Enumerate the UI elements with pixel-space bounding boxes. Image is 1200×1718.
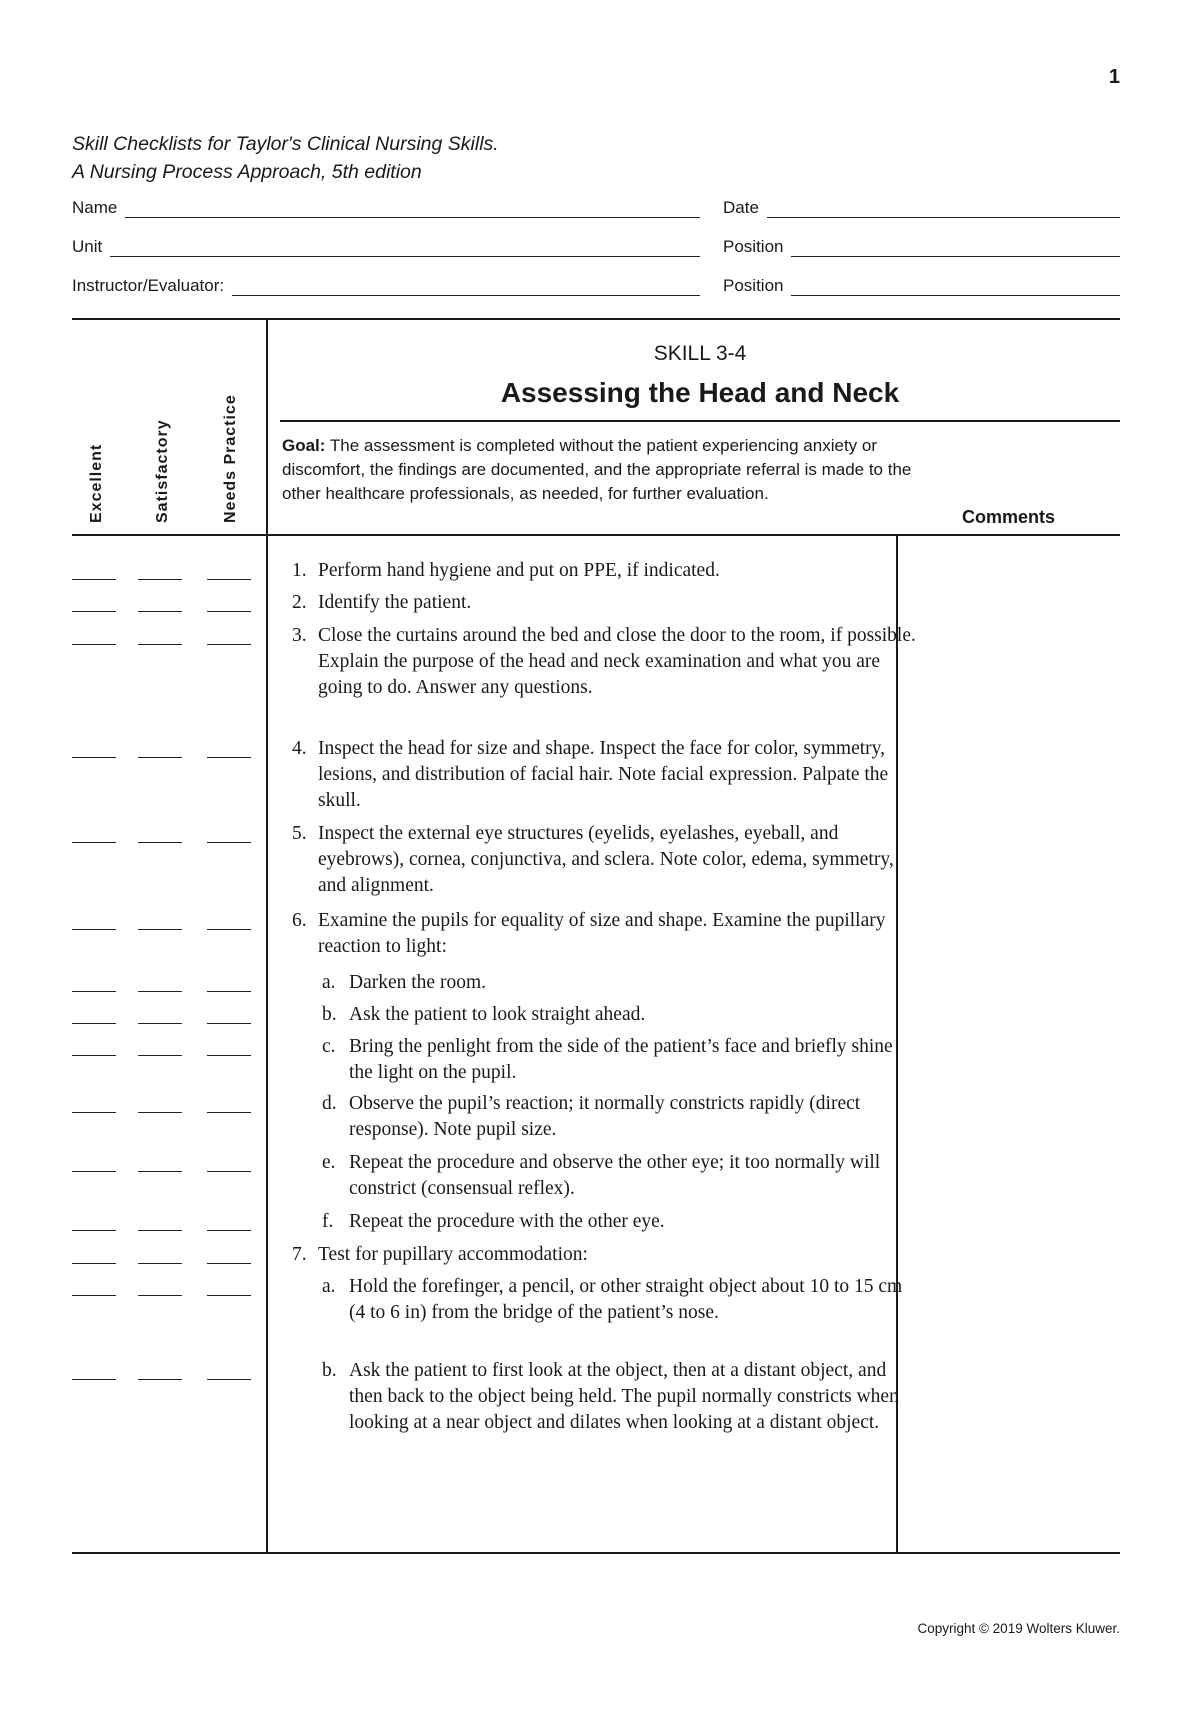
rating-row[interactable] [72,823,257,843]
header-excellent: Excellent [88,443,105,523]
satisfactory-blank[interactable] [138,991,182,992]
position2-line[interactable] [791,281,1120,296]
name-line[interactable] [125,203,700,218]
book-title-line-2: A Nursing Process Approach, 5th edition [72,161,422,183]
instructor-field[interactable] [72,276,700,296]
rating-row[interactable] [72,1211,257,1231]
step-7a: a. Hold the forefinger, a pencil, or other straight object about 10 to 15 cm (4 to 6 in) from the bridge of the patient’s nose. [322,1276,903,1323]
book-title-line-1: Skill Checklists for Taylor's Clinical Nursing Skills. [72,133,499,155]
comments-header: Comments [962,507,1056,527]
excellent-blank[interactable] [72,1295,116,1296]
rating-row[interactable] [72,1360,257,1380]
excellent-blank[interactable] [72,929,116,930]
needs-practice-blank[interactable] [207,1379,251,1380]
date-label: Date [723,198,759,217]
needs-practice-blank[interactable] [207,842,251,843]
position-label: Position [723,237,784,256]
satisfactory-blank[interactable] [138,1112,182,1113]
instructor-line[interactable] [232,281,700,296]
rating-row[interactable] [72,1276,257,1296]
position-field[interactable] [723,237,1120,257]
satisfactory-blank[interactable] [138,842,182,843]
needs-practice-blank[interactable] [207,644,251,645]
rating-row[interactable] [72,625,257,645]
instructor-label: Instructor/Evaluator: [72,276,225,295]
goal [282,434,922,506]
rating-row[interactable] [72,1093,257,1113]
excellent-blank[interactable] [72,579,116,580]
step-6: 6. Examine the pupils for equality of size and shape. Examine the pupillary reaction to light: [292,910,886,957]
step-3: 3. Close the curtains around the bed and close the door to the room, if possible. Explain the purpose of the head and neck examination and what you are going to do. Answer any questions. [292,625,916,698]
rating-row[interactable] [72,1036,257,1056]
satisfactory-blank[interactable] [138,1055,182,1056]
table-bottom-rule [72,1552,1120,1554]
rating-row[interactable] [72,910,257,930]
step-7b: b. Ask the patient to first look at the object, then at a distant object, and then back to the object being held. The pupil normally constricts when looking at a near object and dilates when looking at a distant object. [322,1360,899,1433]
step-1: 1. Perform hand hygiene and put on PPE, if indicated. [292,560,720,581]
satisfactory-blank[interactable] [138,644,182,645]
needs-practice-blank[interactable] [207,1230,251,1231]
needs-practice-blank[interactable] [207,1263,251,1264]
step-6f: f. Repeat the procedure with the other eye. [322,1211,665,1232]
excellent-blank[interactable] [72,1171,116,1172]
rating-row[interactable] [72,560,257,580]
step-6b: b. Ask the patient to look straight ahead. [322,1004,646,1025]
satisfactory-blank[interactable] [138,929,182,930]
step-7: 7. Test for pupillary accommodation: [292,1244,588,1265]
rating-column-divider [266,318,268,1553]
unit-field[interactable] [72,237,700,257]
excellent-blank[interactable] [72,842,116,843]
step-6d: d. Observe the pupil’s reaction; it normally constricts rapidly (direct response). Note pupil size. [322,1093,861,1140]
step-2: 2. Identify the patient. [292,592,472,613]
name-label: Name [72,198,118,217]
needs-practice-blank[interactable] [207,1023,251,1024]
rating-row[interactable] [72,1244,257,1264]
rating-row[interactable] [72,738,257,758]
goal-text: The assessment is completed without the patient experiencing anxiety or discomfort, the findings are documented, and the appropriate referral is made to the other healthcare professionals, as needed, for further evaluation. [282,436,912,503]
needs-practice-blank[interactable] [207,1055,251,1056]
needs-practice-blank[interactable] [207,929,251,930]
needs-practice-blank[interactable] [207,1171,251,1172]
title-underline [280,420,1120,422]
step-4: 4. Inspect the head for size and shape. Inspect the face for color, symmetry, lesions, and distribution of facial hair. Note facial expression. Palpate the skull. [292,738,889,811]
step-6a: a. Darken the room. [322,972,486,993]
satisfactory-blank[interactable] [138,1023,182,1024]
skill-number: SKILL 3-4 [653,342,747,365]
step-6c: c. Bring the penlight from the side of the patient’s face and briefly shine the light on the pupil. [322,1036,893,1083]
satisfactory-blank[interactable] [138,757,182,758]
book-title [72,130,499,186]
date-field[interactable] [723,198,1120,218]
satisfactory-blank[interactable] [138,1230,182,1231]
step-6e: e. Repeat the procedure and observe the other eye; it too normally will constrict (consensual reflex). [322,1152,881,1199]
excellent-blank[interactable] [72,611,116,612]
excellent-blank[interactable] [72,757,116,758]
rating-row[interactable] [72,1004,257,1024]
needs-practice-blank[interactable] [207,1295,251,1296]
excellent-blank[interactable] [72,991,116,992]
header-needs-practice: Needs Practice [222,394,239,523]
table-top-rule [72,318,1120,320]
satisfactory-blank[interactable] [138,579,182,580]
position-line[interactable] [791,242,1120,257]
rating-row[interactable] [72,592,257,612]
excellent-blank[interactable] [72,1112,116,1113]
excellent-blank[interactable] [72,1263,116,1264]
excellent-blank[interactable] [72,1055,116,1056]
excellent-blank[interactable] [72,1023,116,1024]
needs-practice-blank[interactable] [207,1112,251,1113]
rating-row[interactable] [72,972,257,992]
needs-practice-blank[interactable] [207,611,251,612]
excellent-blank[interactable] [72,1379,116,1380]
excellent-blank[interactable] [72,644,116,645]
position2-label: Position [723,276,784,295]
goal-label: Goal: [282,436,326,455]
satisfactory-blank[interactable] [138,1263,182,1264]
satisfactory-blank[interactable] [138,1171,182,1172]
header-satisfactory: Satisfactory [154,419,171,523]
satisfactory-blank[interactable] [138,1295,182,1296]
date-line[interactable] [767,203,1120,218]
name-field[interactable] [72,198,700,218]
position2-field[interactable] [723,276,1120,296]
needs-practice-blank[interactable] [207,991,251,992]
needs-practice-blank[interactable] [207,579,251,580]
page-number: 1 [1108,66,1120,88]
rating-row[interactable] [72,1152,257,1172]
excellent-blank[interactable] [72,1230,116,1231]
skill-title: Assessing the Head and Neck [500,377,900,408]
unit-label: Unit [72,237,103,256]
unit-line[interactable] [110,242,700,257]
header-bottom-rule [72,534,1120,536]
copyright-footer: Copyright © 2019 Wolters Kluwer. [917,1621,1120,1636]
satisfactory-blank[interactable] [138,1379,182,1380]
step-5: 5. Inspect the external eye structures (eyelids, eyelashes, eyeball, and eyebrows), cornea, conjunctiva, and sclera. Note color, edema, symmetry, and alignment. [292,823,894,896]
needs-practice-blank[interactable] [207,757,251,758]
satisfactory-blank[interactable] [138,611,182,612]
